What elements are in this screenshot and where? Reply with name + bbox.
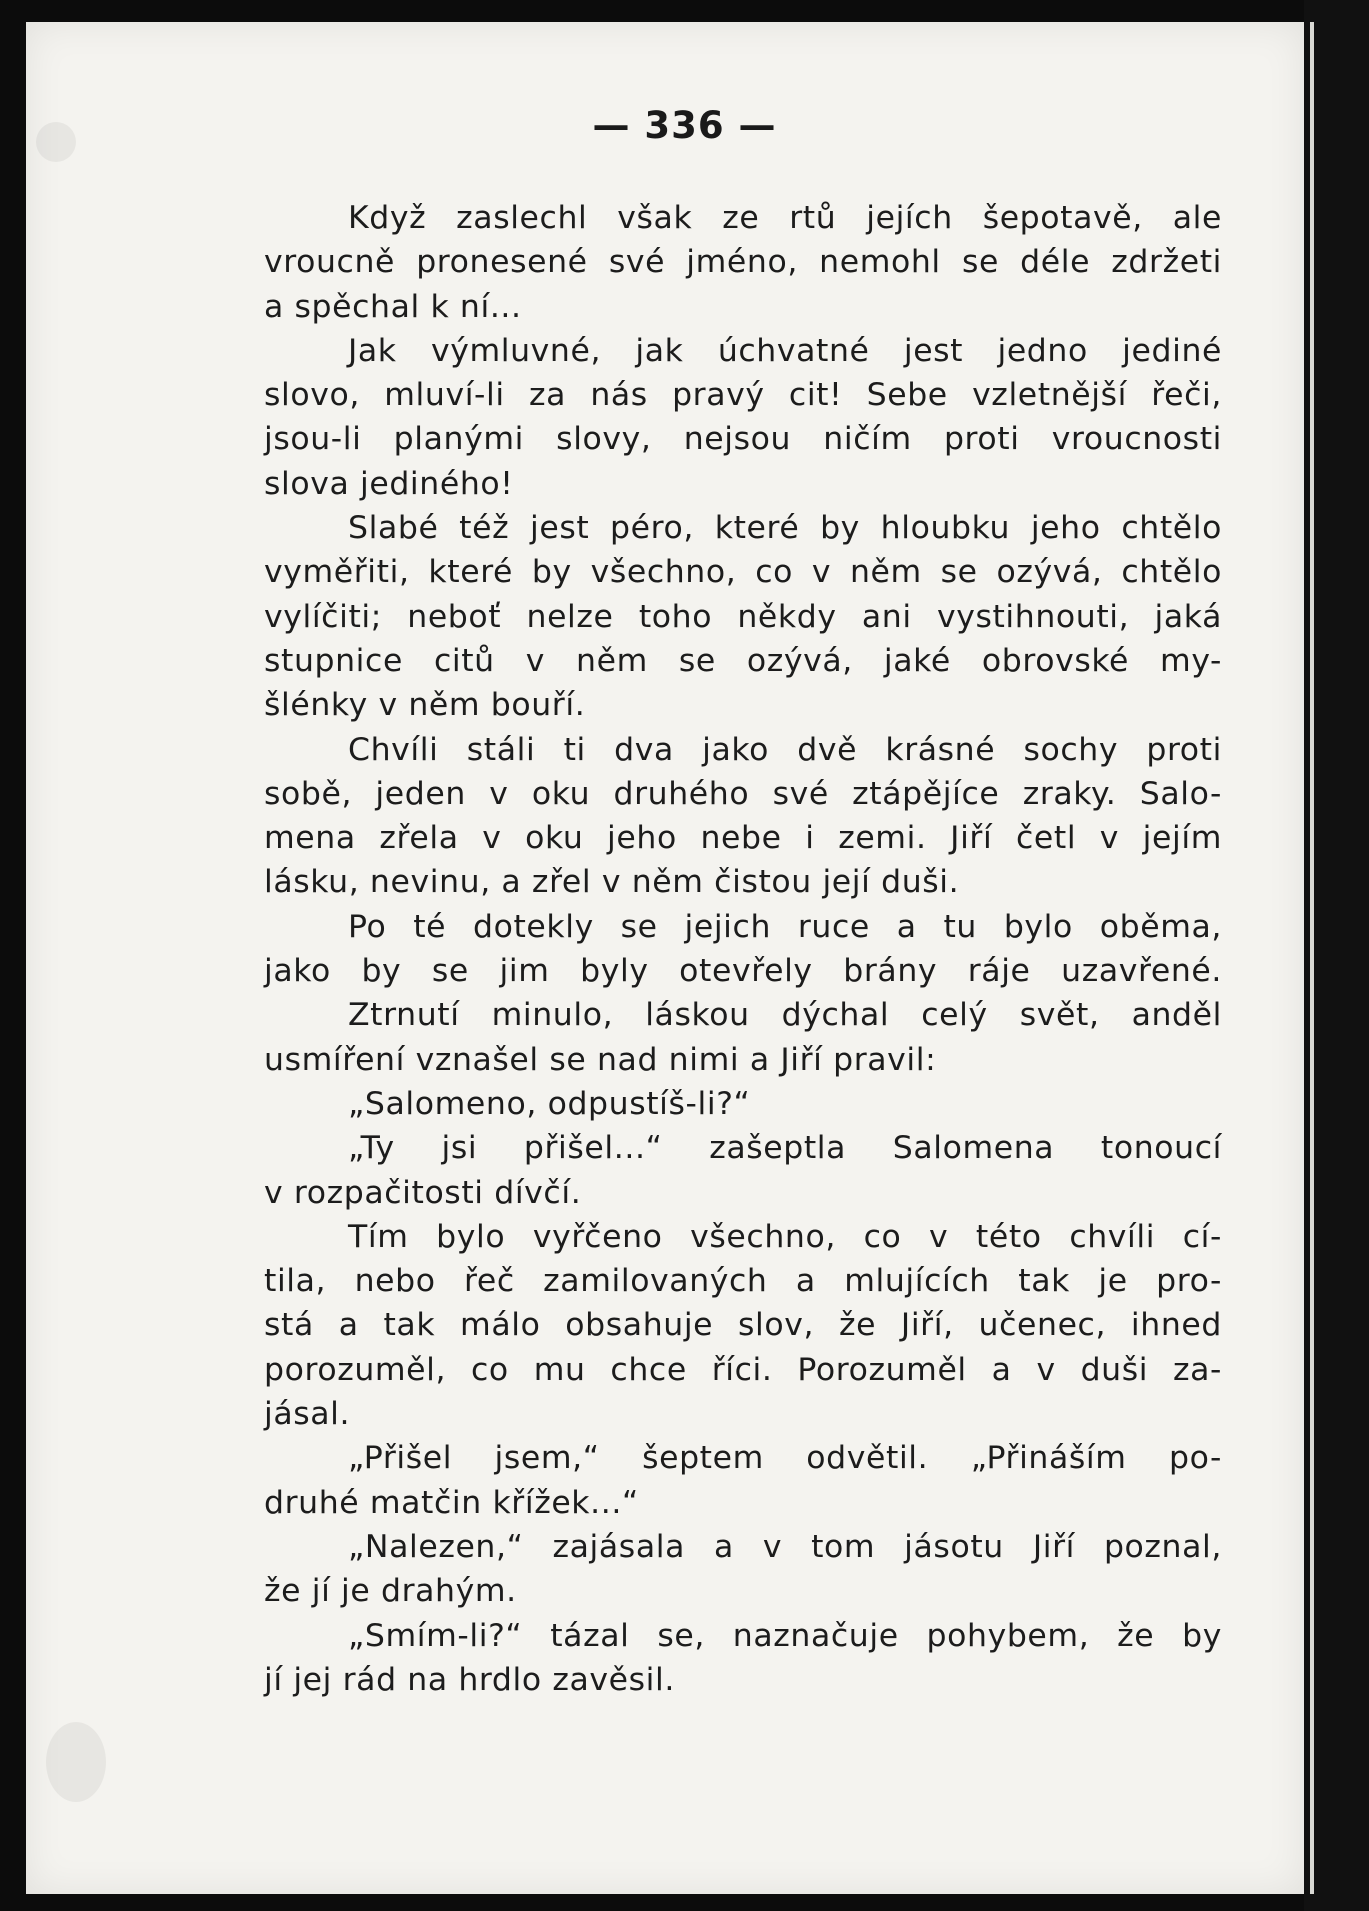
page-edge xyxy=(1310,22,1314,1894)
text-line: Ztrnutí minulo, láskou dýchal celý svět, anděl xyxy=(348,997,1222,1034)
text-line: sobě, jeden v oku druhého své ztápějíce zraky. Salo- xyxy=(264,775,1222,812)
text-line: jsou-li planými slovy, nejsou ničím proti vroucnosti xyxy=(264,421,1222,458)
text-line: „Smím-li?“ tázal se, naznačuje pohybem, že by xyxy=(348,1617,1222,1654)
text-line: a spěchal k ní... xyxy=(264,288,522,325)
text-line: šlénky v něm bouří. xyxy=(264,687,586,724)
text-line: stá a tak málo obsahuje slov, že Jiří, učenec, ihned xyxy=(264,1307,1222,1344)
text-line: druhé matčin křížek...“ xyxy=(264,1484,639,1521)
text-line: Po té dotekly se jejich ruce a tu bylo oběma, xyxy=(348,908,1222,945)
text-line: usmíření vznašel se nad nimi a Jiří pravil: xyxy=(264,1041,937,1078)
text-line: slovo, mluví-li za nás pravý cit! Sebe vzletnější řeči, xyxy=(264,377,1222,414)
text-line: vroucně pronesené své jméno, nemohl se déle zdržeti xyxy=(264,244,1222,281)
text-line: „Salomeno, odpustíš-li?“ xyxy=(348,1085,751,1122)
page-number: — 336 — xyxy=(592,104,777,147)
text-line: tila, nebo řeč zamilovaných a mlujících tak je pro- xyxy=(264,1263,1222,1300)
text-line: mena zřela v oku jeho nebe i zemi. Jiří četl v jejím xyxy=(264,820,1222,857)
text-line: „Nalezen,“ zajásala a v tom jásotu Jiří poznal, xyxy=(348,1528,1222,1565)
text-line: jí jej rád na hrdlo zavěsil. xyxy=(264,1661,675,1698)
text-line: jako by se jim byly otevřely brány ráje uzavřené. xyxy=(264,953,1222,990)
text-line: porozuměl, co mu chce říci. Porozuměl a v duši za- xyxy=(264,1351,1222,1388)
text-line: Jak výmluvné, jak úchvatné jest jedno jediné xyxy=(348,332,1222,369)
text-line: Slabé též jest péro, které by hloubku jeho chtělo xyxy=(348,510,1222,547)
text-line: vyměřiti, které by všechno, co v něm se ozývá, chtělo xyxy=(264,554,1222,591)
text-line: Tím bylo vyřčeno všechno, co v této chvíli cí- xyxy=(348,1218,1222,1255)
body-text xyxy=(264,196,1222,1702)
text-line: „Ty jsi přišel...“ zašeptla Salomena tonoucí xyxy=(348,1130,1222,1167)
text-line: slova jediného! xyxy=(264,465,514,502)
text-line: jásal. xyxy=(264,1396,351,1433)
paper-stain xyxy=(46,1722,106,1802)
text-line: stupnice citů v něm se ozývá, jaké obrovské my- xyxy=(264,642,1222,679)
text-line: Když zaslechl však ze rtů jejích šepotavě, ale xyxy=(348,200,1222,236)
text-line: že jí je drahým. xyxy=(264,1573,517,1610)
text-line: vylíčiti; neboť nelze toho někdy ani vystihnouti, jaká xyxy=(264,598,1222,635)
text-line: v rozpačitosti dívčí. xyxy=(264,1174,582,1211)
text-line: lásku, nevinu, a zřel v něm čistou její duši. xyxy=(264,864,960,901)
text-line: „Přišel jsem,“ šeptem odvětil. „Přináším po- xyxy=(348,1440,1222,1477)
text-line: Chvíli stáli ti dva jako dvě krásné sochy proti xyxy=(348,731,1222,768)
